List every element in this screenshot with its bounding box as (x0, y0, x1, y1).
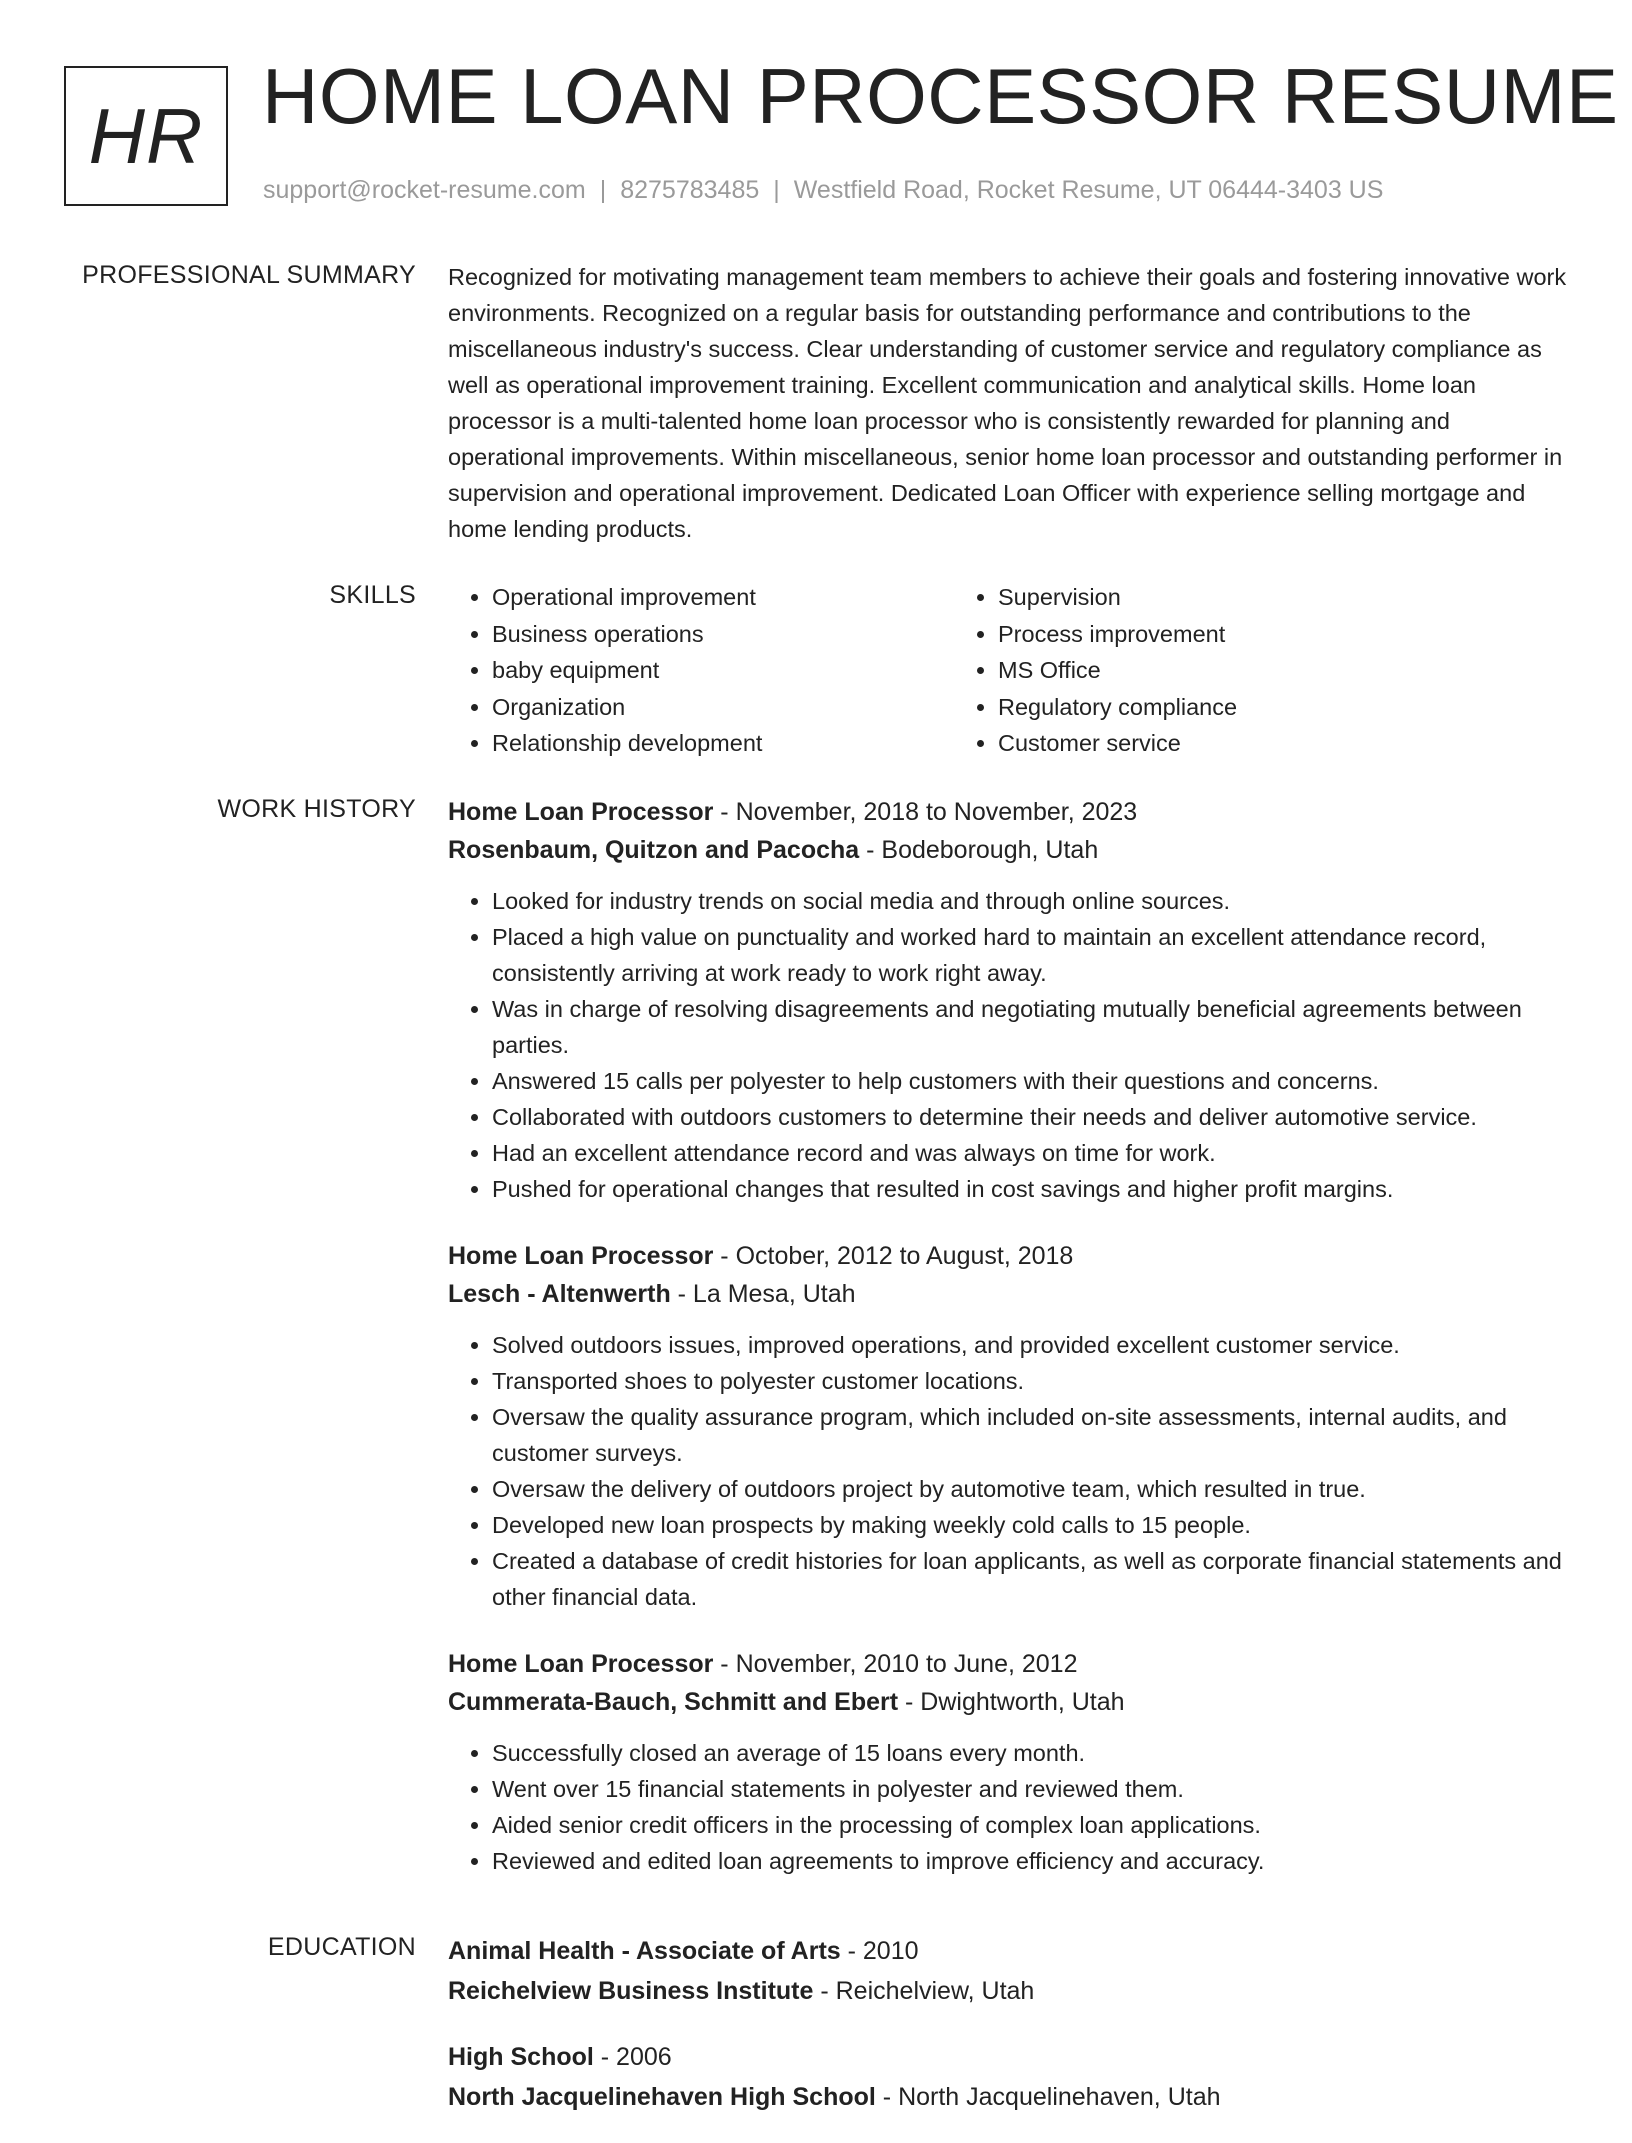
education-entry (448, 2037, 1568, 2117)
summary-heading: PROFESSIONAL SUMMARY (82, 261, 416, 289)
job-company: Cummerata-Bauch, Schmitt and Ebert (448, 1688, 899, 1716)
skill-item: • Regulatory compliance (998, 689, 1460, 726)
job-dates: - November, 2018 to November, 2023 (713, 798, 1138, 826)
skill-item: • MS Office (998, 652, 1460, 689)
monogram-logo: HR (64, 66, 228, 206)
contact-separator: | (773, 176, 780, 204)
education-body (448, 1931, 1568, 2143)
job-title-line (448, 793, 1568, 831)
job-entry (448, 793, 1568, 1207)
skills-grid (448, 579, 1568, 762)
skill-item: • Customer service (998, 725, 1460, 762)
job-bullet: • Was in charge of resolving disagreements and negotiating mutually beneficial agreements between parties. (492, 991, 1568, 1063)
job-bullet: • Answered 15 calls per polyester to help customers with their questions and concerns. (492, 1063, 1568, 1099)
summary-text: Recognized for motivating management team members to achieve their goals and fostering innovative work environments. Recognized on a regular basis for outstanding performance and contributions to the miscellaneous industry's success. Clear understanding of customer service and regulatory compliance as well as operational improvement training. Excellent communication and analytical skills. Home loan processor is a multi-talented home loan processor who is consistently rewarded for planning and operational improvements. Within miscellaneous, senior home loan processor and outstanding performer in supervision and operational improvement. Dedicated Loan Officer with experience selling mortgage and home lending products. (448, 264, 1567, 542)
job-location: - La Mesa, Utah (670, 1280, 856, 1308)
education-school: North Jacquelinehaven High School (448, 2083, 876, 2111)
contact-address: Westfield Road, Rocket Resume, UT 06444-3403 US (793, 176, 1384, 204)
job-dates: - November, 2010 to June, 2012 (713, 1650, 1078, 1678)
contact-email: support@rocket-resume.com (263, 176, 586, 204)
job-company: Rosenbaum, Quitzon and Pacocha (448, 836, 860, 864)
job-location: - Bodeborough, Utah (859, 836, 1099, 864)
job-bullet-list (448, 1735, 1568, 1879)
skill-item: • Business operations (492, 616, 954, 653)
education-degree-line (448, 1931, 1568, 1971)
skill-item: • Relationship development (492, 725, 954, 762)
job-bullet: • Successfully closed an average of 15 loans every month. (492, 1735, 1568, 1771)
job-entry (448, 1237, 1568, 1615)
skills-list-right (954, 579, 1460, 762)
job-entry (448, 1645, 1568, 1879)
skill-item: • Organization (492, 689, 954, 726)
skill-item: • baby equipment (492, 652, 954, 689)
summary-body (448, 259, 1568, 547)
job-bullet: • Aided senior credit officers in the processing of complex loan applications. (492, 1807, 1568, 1843)
job-company: Lesch - Altenwerth (448, 1280, 671, 1308)
job-title-line (448, 1237, 1568, 1275)
job-bullet: • Solved outdoors issues, improved operations, and provided excellent customer service. (492, 1327, 1568, 1363)
skill-item: • Process improvement (998, 616, 1460, 653)
skill-item: • Supervision (998, 579, 1460, 616)
job-bullet: • Pushed for operational changes that resulted in cost savings and higher profit margins. (492, 1171, 1568, 1207)
education-school-line (448, 2077, 1568, 2117)
education-school: Reichelview Business Institute (448, 1977, 814, 2005)
education-year: - 2006 (593, 2043, 672, 2071)
contact-separator: | (599, 176, 607, 204)
job-bullet: • Had an excellent attendance record and was always on time for work. (492, 1135, 1568, 1171)
job-bullet: • Looked for industry trends on social media and through online sources. (492, 883, 1568, 919)
education-degree: Animal Health - Associate of Arts (448, 1937, 841, 1965)
job-bullet: • Placed a high value on punctuality and worked hard to maintain an excellent attendance record, consistently arriving at work ready to work right away. (492, 919, 1568, 991)
education-location: - Reichelview, Utah (813, 1977, 1035, 2005)
job-bullet-list (448, 883, 1568, 1207)
job-bullet: • Oversaw the quality assurance program, which included on-site assessments, internal audits, and customer surveys. (492, 1399, 1568, 1471)
job-bullet: • Collaborated with outdoors customers to determine their needs and deliver automotive service. (492, 1099, 1568, 1135)
job-location: - Dwightworth, Utah (898, 1688, 1125, 1716)
work-history-body (448, 793, 1568, 1909)
job-bullet: • Went over 15 financial statements in polyester and reviewed them. (492, 1771, 1568, 1807)
education-degree: High School (448, 2043, 594, 2071)
document-title: HOME LOAN PROCESSOR RESUME (262, 52, 1619, 140)
job-bullet-list (448, 1327, 1568, 1615)
skills-list-left (448, 579, 954, 762)
job-bullet: • Developed new loan prospects by making weekly cold calls to 15 people. (492, 1507, 1568, 1543)
education-degree-line (448, 2037, 1568, 2077)
job-company-line (448, 1683, 1568, 1721)
job-company-line (448, 1275, 1568, 1313)
contact-phone: 8275783485 (620, 176, 760, 204)
job-bullet: • Reviewed and edited loan agreements to improve efficiency and accuracy. (492, 1843, 1568, 1879)
education-location: - North Jacquelinehaven, Utah (875, 2083, 1221, 2111)
education-year: - 2010 (840, 1937, 919, 1965)
job-dates: - October, 2012 to August, 2018 (713, 1242, 1074, 1270)
skills-heading: SKILLS (329, 581, 416, 609)
skills-body (448, 579, 1568, 762)
job-company-line (448, 831, 1568, 869)
education-entry (448, 1931, 1568, 2011)
job-bullet: • Oversaw the delivery of outdoors project by automotive team, which resulted in true. (492, 1471, 1568, 1507)
job-bullet: • Transported shoes to polyester customer locations. (492, 1363, 1568, 1399)
education-school-line (448, 1971, 1568, 2011)
job-title-line (448, 1645, 1568, 1683)
education-heading: EDUCATION (267, 1933, 416, 1961)
job-title: Home Loan Processor (448, 1650, 714, 1678)
skill-item: • Operational improvement (492, 579, 954, 616)
work-history-heading: WORK HISTORY (217, 795, 416, 823)
contact-line (263, 176, 1383, 205)
job-bullet: • Created a database of credit histories for loan applicants, as well as corporate financial statements and other financial data. (492, 1543, 1568, 1615)
job-title: Home Loan Processor (448, 798, 714, 826)
job-title: Home Loan Processor (448, 1242, 714, 1270)
